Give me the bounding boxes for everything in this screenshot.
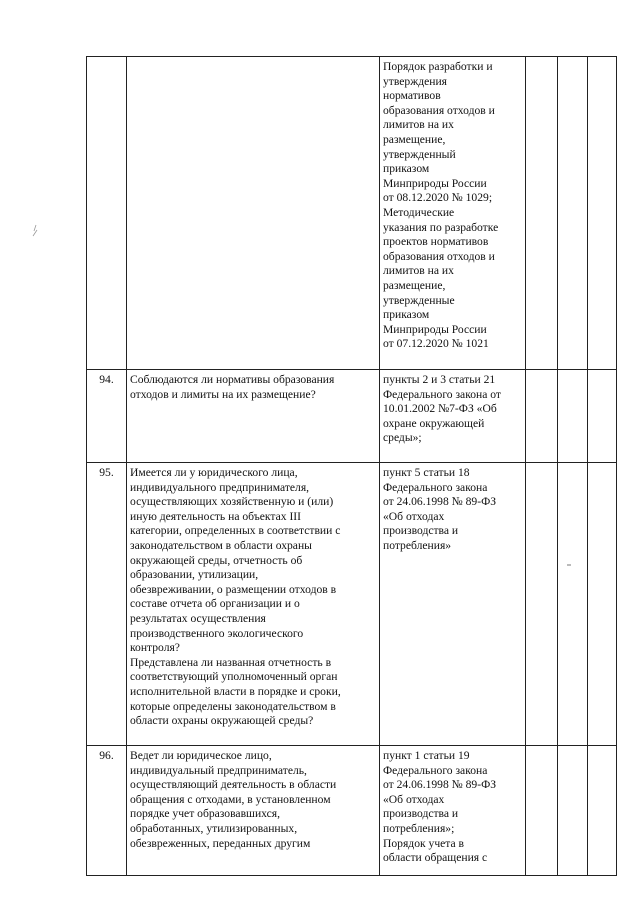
table-row xyxy=(87,57,617,370)
question-line: обращения с отходами, в установленном xyxy=(130,792,331,806)
scan-mark xyxy=(31,224,41,238)
question-line: индивидуального предпринимателя, xyxy=(130,480,310,494)
question-line: составе отчета об организации и о xyxy=(130,597,300,611)
reference-line: 10.01.2002 №7-ФЗ «Об xyxy=(383,402,497,416)
question-line: окружающей среды, отчетность об xyxy=(130,553,303,567)
question-line: Соблюдаются ли нормативы образования xyxy=(130,373,335,386)
reference-line: «Об отходах xyxy=(383,509,445,523)
question-line: исполнительной власти в порядке и сроки, xyxy=(130,684,341,698)
reference-line: от 24.06.1998 № 89-ФЗ xyxy=(383,778,497,792)
question-line: которые определены законодательством в xyxy=(130,699,336,713)
legal-reference-cell xyxy=(380,746,526,876)
reference-line: Федерального закона xyxy=(383,480,488,494)
answer-no-cell[interactable] xyxy=(558,370,588,463)
answer-yes-cell[interactable] xyxy=(526,57,558,370)
question-line: производственного экологического xyxy=(130,626,304,640)
reference-line: размещение, xyxy=(383,132,446,146)
reference-line: области обращения с xyxy=(383,851,488,865)
reference-line: производства и xyxy=(383,807,459,821)
question-line: осуществляющий деятельность в области xyxy=(130,778,337,792)
question-line: контроля? xyxy=(130,641,180,655)
row-number: 95. xyxy=(87,463,127,746)
reference-line: «Об отходах xyxy=(383,792,445,806)
question-line: Имеется ли у юридического лица, xyxy=(130,466,298,479)
reference-line: Методические xyxy=(383,205,455,219)
question-line: результатах осуществления xyxy=(130,611,266,625)
note-cell[interactable] xyxy=(588,463,617,746)
reference-line: лимитов на их xyxy=(383,264,454,278)
answer-yes-cell[interactable] xyxy=(526,370,558,463)
reference-line: утверждения xyxy=(383,74,448,88)
reference-line: Минприроды России xyxy=(383,322,487,336)
reference-line: проектов нормативов xyxy=(383,235,489,249)
legal-reference-cell xyxy=(380,370,526,463)
legal-reference-cell xyxy=(380,57,526,370)
reference-line: производства и xyxy=(383,524,459,538)
reference-line: утвержденные xyxy=(383,293,455,307)
reference-line: указания по разработке xyxy=(383,220,499,234)
reference-line: потребления»; xyxy=(383,821,455,835)
reference-line: приказом xyxy=(383,308,430,322)
reference-line: образования отходов и xyxy=(383,249,495,263)
answer-no-cell[interactable] xyxy=(558,746,588,876)
reference-line: лимитов на их xyxy=(383,118,454,132)
reference-line: образования отходов и xyxy=(383,103,495,117)
note-cell[interactable] xyxy=(588,746,617,876)
question-line: Ведет ли юридическое лицо, xyxy=(130,749,272,762)
reference-line: среды»; xyxy=(383,431,422,445)
answer-no-cell[interactable] xyxy=(558,57,588,370)
question-line: осуществляющих хозяйственную и (или) xyxy=(130,495,334,509)
reference-line: Порядок разработки и xyxy=(383,60,493,73)
row-number: 96. xyxy=(87,746,127,876)
reference-line: пункт 5 статьи 18 xyxy=(383,466,470,479)
question-line: индивидуальный предприниматель, xyxy=(130,763,307,777)
table-row xyxy=(87,370,617,463)
reference-line: Федерального закона xyxy=(383,763,488,777)
question-line: обезвреживании, о размещении отходов в xyxy=(130,582,337,596)
reference-line: от 08.12.2020 № 1029; xyxy=(383,191,493,205)
question-cell xyxy=(127,463,380,746)
table-row xyxy=(87,463,617,746)
reference-line: от 24.06.1998 № 89-ФЗ xyxy=(383,495,497,509)
reference-line: размещение, xyxy=(383,278,446,292)
question-line: отходов и лимиты на их размещение? xyxy=(130,387,316,401)
question-line: соответствующий уполномоченный орган xyxy=(130,670,338,684)
reference-line: от 07.12.2020 № 1021 xyxy=(383,337,489,351)
reference-line: пункты 2 и 3 статьи 21 xyxy=(383,373,496,386)
reference-line: нормативов xyxy=(383,89,441,103)
legal-reference-cell xyxy=(380,463,526,746)
reference-line: пункт 1 статьи 19 xyxy=(383,749,470,762)
table-row xyxy=(87,746,617,876)
question-line: иную деятельность на объектах III xyxy=(130,509,302,523)
row-number xyxy=(87,57,127,370)
question-line: образовании, утилизации, xyxy=(130,568,259,582)
question-line: законодательством в области охраны xyxy=(130,538,312,552)
question-line: области охраны окружающей среды? xyxy=(130,714,314,728)
reference-line: утвержденный xyxy=(383,147,456,161)
reference-line: приказом xyxy=(383,162,430,176)
question-line: порядке учет образовавшихся, xyxy=(130,807,281,821)
reference-line: охране окружающей xyxy=(383,416,485,430)
question-cell xyxy=(127,746,380,876)
requirements-table xyxy=(86,56,617,876)
answer-yes-cell[interactable] xyxy=(526,463,558,746)
answer-yes-cell[interactable] xyxy=(526,746,558,876)
reference-line: потребления» xyxy=(383,538,452,552)
reference-line: Порядок учета в xyxy=(383,836,465,850)
reference-line: Минприроды России xyxy=(383,176,487,190)
row-number: 94. xyxy=(87,370,127,463)
question-line: Представлена ли названная отчетность в xyxy=(130,655,332,669)
question-cell xyxy=(127,370,380,463)
question-cell xyxy=(127,57,380,370)
reference-line: Федерального закона от xyxy=(383,387,502,401)
question-line: обезвреженных, переданных другим xyxy=(130,836,311,850)
question-line: обработанных, утилизированных, xyxy=(130,821,298,835)
note-cell[interactable] xyxy=(588,370,617,463)
note-cell[interactable] xyxy=(588,57,617,370)
question-line: категории, определенных в соответствии с xyxy=(130,524,341,538)
answer-no-cell[interactable] xyxy=(558,463,588,746)
